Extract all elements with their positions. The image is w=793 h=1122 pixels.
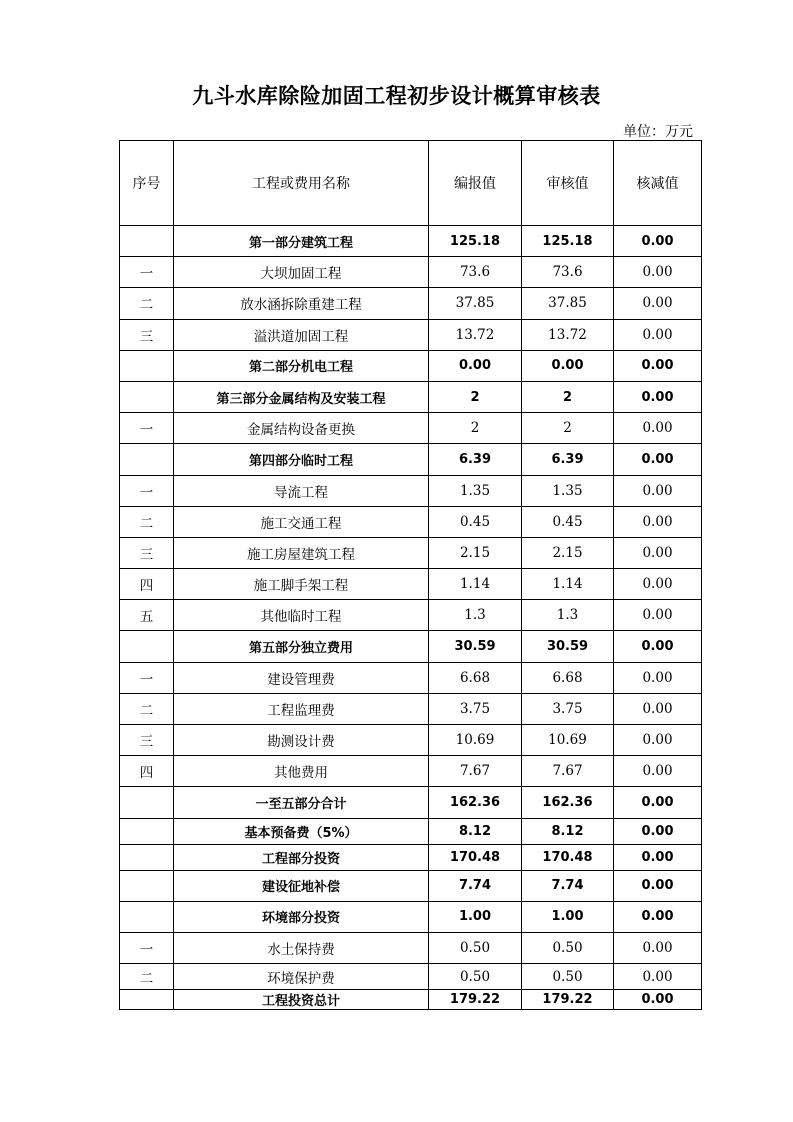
cell-audited: 3.75 [522, 693, 614, 724]
table-row [120, 964, 702, 990]
cell-seq [120, 444, 174, 475]
cell-seq [120, 901, 174, 932]
cell-reported: 7.74 [429, 870, 522, 901]
cell-reported: 125.18 [429, 226, 522, 257]
cell-reported: 6.68 [429, 662, 522, 693]
cell-name: 金属结构设备更换 [174, 413, 429, 444]
cell-audited: 0.50 [522, 932, 614, 963]
cell-reduction: 0.00 [614, 600, 702, 631]
cell-name: 放水涵拆除重建工程 [174, 288, 429, 319]
unit-label: 单位：万元 [623, 124, 693, 140]
cell-reported: 179.22 [429, 990, 522, 1010]
cell-audited: 13.72 [522, 319, 614, 350]
cell-audited: 1.00 [522, 901, 614, 932]
cell-seq: 五 [120, 600, 174, 631]
cell-name: 施工房屋建筑工程 [174, 537, 429, 568]
cell-reduction: 0.00 [614, 537, 702, 568]
cell-reduction: 0.00 [614, 381, 702, 412]
cell-seq: 二 [120, 693, 174, 724]
cell-seq: 三 [120, 725, 174, 756]
cell-reduction: 0.00 [614, 870, 702, 901]
cell-reported: 2.15 [429, 537, 522, 568]
page-title: 九斗水库除险加固工程初步设计概算审核表 [192, 84, 601, 108]
cell-name: 水土保持费 [174, 932, 429, 963]
table-body [120, 226, 702, 1010]
cell-reduction: 0.00 [614, 350, 702, 381]
budget-table [119, 140, 702, 1010]
table-row [120, 693, 702, 724]
cell-seq: 三 [120, 537, 174, 568]
table-row [120, 506, 702, 537]
table-row-summary [120, 901, 702, 932]
cell-seq [120, 787, 174, 818]
cell-reduction: 0.00 [614, 662, 702, 693]
cell-reported: 1.35 [429, 475, 522, 506]
cell-name: 工程监理费 [174, 693, 429, 724]
cell-name: 第四部分临时工程 [174, 444, 429, 475]
cell-reduction: 0.00 [614, 631, 702, 662]
table-row [120, 413, 702, 444]
cell-audited: 37.85 [522, 288, 614, 319]
table-row-summary [120, 870, 702, 901]
table-header-row [120, 141, 702, 226]
cell-reported: 73.6 [429, 257, 522, 288]
cell-reported: 1.3 [429, 600, 522, 631]
cell-reported: 7.67 [429, 756, 522, 787]
cell-reduction: 0.00 [614, 990, 702, 1010]
cell-name: 大坝加固工程 [174, 257, 429, 288]
cell-reduction: 0.00 [614, 932, 702, 963]
cell-reduction: 0.00 [614, 413, 702, 444]
table-row-summary [120, 844, 702, 870]
cell-reduction: 0.00 [614, 444, 702, 475]
cell-audited: 0.45 [522, 506, 614, 537]
cell-audited: 2 [522, 381, 614, 412]
table-row-summary [120, 381, 702, 412]
cell-seq: 一 [120, 932, 174, 963]
cell-name: 工程部分投资 [174, 844, 429, 870]
table-row [120, 932, 702, 963]
cell-name: 建设管理费 [174, 662, 429, 693]
cell-seq: 四 [120, 756, 174, 787]
table-row [120, 725, 702, 756]
cell-reported: 0.45 [429, 506, 522, 537]
cell-name: 施工脚手架工程 [174, 569, 429, 600]
cell-audited: 8.12 [522, 818, 614, 844]
cell-reduction: 0.00 [614, 226, 702, 257]
table-row-summary [120, 226, 702, 257]
cell-seq [120, 350, 174, 381]
cell-audited: 162.36 [522, 787, 614, 818]
cell-audited: 6.68 [522, 662, 614, 693]
cell-name: 建设征地补偿 [174, 870, 429, 901]
table-row-summary [120, 350, 702, 381]
cell-audited: 1.3 [522, 600, 614, 631]
cell-seq [120, 990, 174, 1010]
table-row [120, 569, 702, 600]
cell-reported: 13.72 [429, 319, 522, 350]
cell-name: 第二部分机电工程 [174, 350, 429, 381]
cell-reduction: 0.00 [614, 901, 702, 932]
cell-reported: 10.69 [429, 725, 522, 756]
cell-name: 工程投资总计 [174, 990, 429, 1010]
cell-seq: 二 [120, 964, 174, 990]
cell-name: 施工交通工程 [174, 506, 429, 537]
table-row [120, 257, 702, 288]
cell-seq [120, 226, 174, 257]
cell-reported: 170.48 [429, 844, 522, 870]
cell-seq: 一 [120, 413, 174, 444]
cell-name: 第三部分金属结构及安装工程 [174, 381, 429, 412]
cell-audited: 0.00 [522, 350, 614, 381]
cell-audited: 7.74 [522, 870, 614, 901]
cell-seq: 四 [120, 569, 174, 600]
header-reduction: 核减值 [614, 141, 702, 226]
cell-seq [120, 818, 174, 844]
cell-reported: 0.50 [429, 932, 522, 963]
cell-name: 基本预备费（5%） [174, 818, 429, 844]
header-name: 工程或费用名称 [174, 141, 429, 226]
table-row [120, 537, 702, 568]
table-row [120, 756, 702, 787]
table-row-summary [120, 787, 702, 818]
header-seq: 序号 [120, 141, 174, 226]
cell-seq: 一 [120, 475, 174, 506]
cell-audited: 125.18 [522, 226, 614, 257]
cell-name: 环境保护费 [174, 964, 429, 990]
cell-name: 第一部分建筑工程 [174, 226, 429, 257]
cell-seq [120, 844, 174, 870]
cell-name: 导流工程 [174, 475, 429, 506]
cell-reduction: 0.00 [614, 725, 702, 756]
cell-reduction: 0.00 [614, 844, 702, 870]
cell-audited: 2 [522, 413, 614, 444]
cell-reported: 1.00 [429, 901, 522, 932]
cell-audited: 179.22 [522, 990, 614, 1010]
cell-audited: 0.50 [522, 964, 614, 990]
cell-reduction: 0.00 [614, 818, 702, 844]
table-row [120, 600, 702, 631]
cell-reported: 30.59 [429, 631, 522, 662]
table-row [120, 475, 702, 506]
table-row-summary [120, 444, 702, 475]
cell-reported: 0.00 [429, 350, 522, 381]
cell-audited: 1.14 [522, 569, 614, 600]
cell-reduction: 0.00 [614, 964, 702, 990]
cell-seq: 二 [120, 288, 174, 319]
cell-reported: 8.12 [429, 818, 522, 844]
cell-reported: 2 [429, 413, 522, 444]
cell-reduction: 0.00 [614, 475, 702, 506]
cell-audited: 6.39 [522, 444, 614, 475]
cell-name: 其他临时工程 [174, 600, 429, 631]
cell-reduction: 0.00 [614, 787, 702, 818]
cell-name: 勘测设计费 [174, 725, 429, 756]
cell-reported: 3.75 [429, 693, 522, 724]
cell-reduction: 0.00 [614, 693, 702, 724]
table-row [120, 288, 702, 319]
header-audited: 审核值 [522, 141, 614, 226]
cell-name: 溢洪道加固工程 [174, 319, 429, 350]
cell-audited: 30.59 [522, 631, 614, 662]
cell-reported: 0.50 [429, 964, 522, 990]
cell-reported: 6.39 [429, 444, 522, 475]
cell-name: 其他费用 [174, 756, 429, 787]
cell-reduction: 0.00 [614, 569, 702, 600]
cell-audited: 10.69 [522, 725, 614, 756]
cell-seq: 一 [120, 662, 174, 693]
table-row [120, 319, 702, 350]
cell-reported: 162.36 [429, 787, 522, 818]
cell-reported: 37.85 [429, 288, 522, 319]
cell-seq [120, 381, 174, 412]
cell-seq: 三 [120, 319, 174, 350]
cell-reduction: 0.00 [614, 756, 702, 787]
cell-seq: 一 [120, 257, 174, 288]
cell-reduction: 0.00 [614, 319, 702, 350]
cell-audited: 170.48 [522, 844, 614, 870]
header-reported: 编报值 [429, 141, 522, 226]
cell-seq [120, 870, 174, 901]
cell-reduction: 0.00 [614, 257, 702, 288]
cell-reported: 1.14 [429, 569, 522, 600]
cell-audited: 73.6 [522, 257, 614, 288]
cell-audited: 7.67 [522, 756, 614, 787]
table-row-summary [120, 990, 702, 1010]
cell-name: 一至五部分合计 [174, 787, 429, 818]
table-row-summary [120, 818, 702, 844]
table-row [120, 662, 702, 693]
cell-reduction: 0.00 [614, 288, 702, 319]
cell-reported: 2 [429, 381, 522, 412]
cell-reduction: 0.00 [614, 506, 702, 537]
cell-seq [120, 631, 174, 662]
cell-name: 第五部分独立费用 [174, 631, 429, 662]
cell-audited: 1.35 [522, 475, 614, 506]
table-row-summary [120, 631, 702, 662]
cell-audited: 2.15 [522, 537, 614, 568]
cell-seq: 二 [120, 506, 174, 537]
cell-name: 环境部分投资 [174, 901, 429, 932]
